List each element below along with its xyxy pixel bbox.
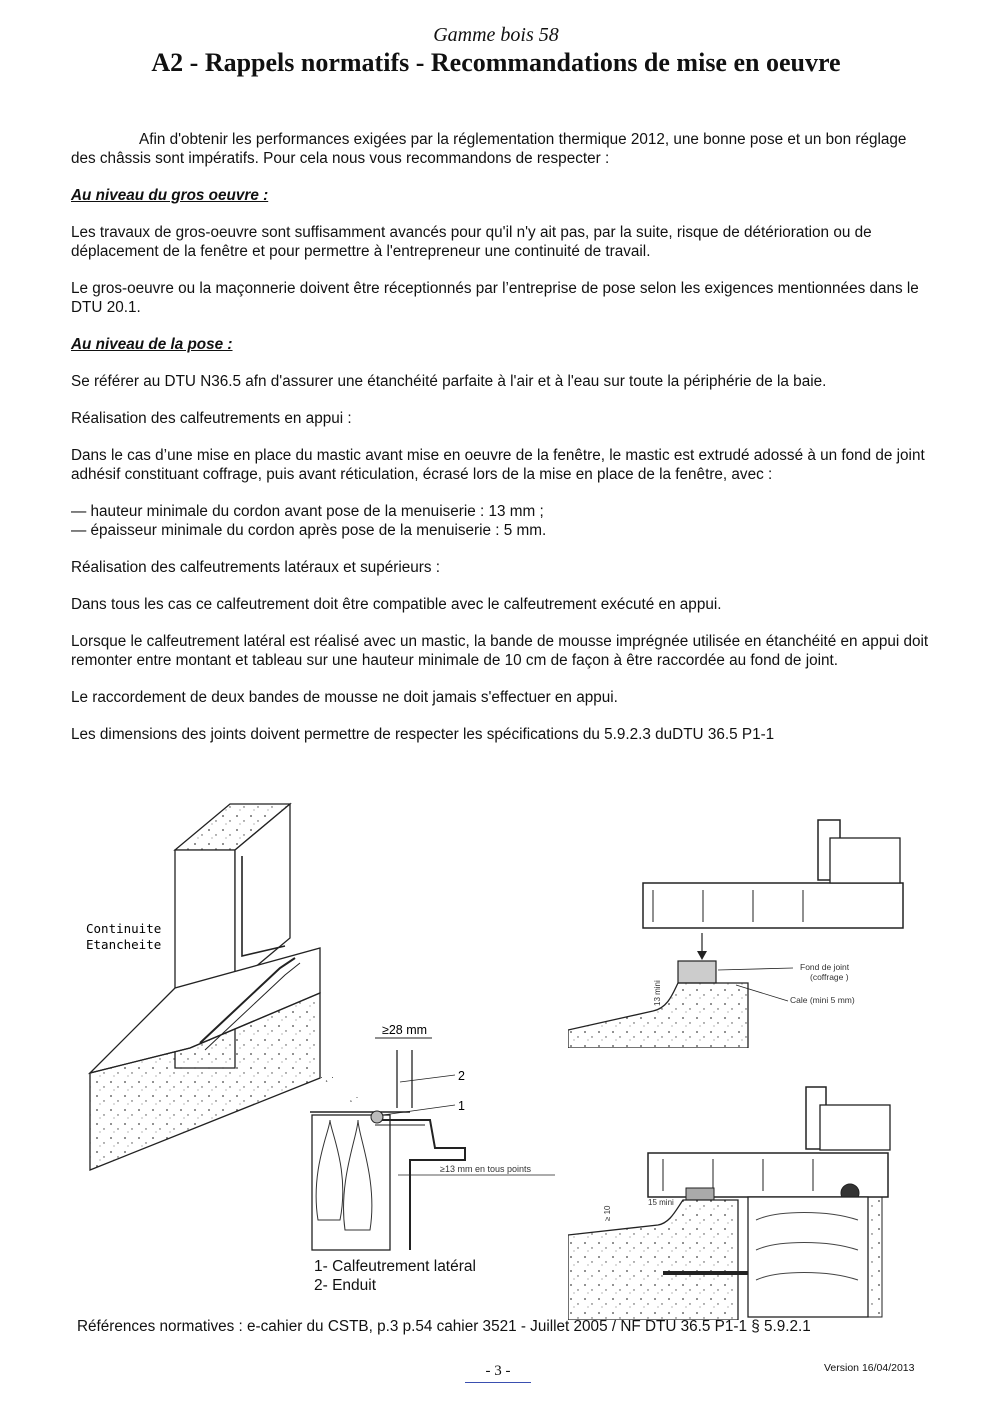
joint-section-figure xyxy=(300,1020,565,1252)
sill-top-dim: 13 mini xyxy=(653,980,662,1006)
figure-legend xyxy=(314,1257,476,1295)
paragraph: Réalisation des calfeutrements en appui : xyxy=(71,410,352,427)
section-heading-gros-oeuvre: Au niveau du gros oeuvre : xyxy=(71,187,269,204)
paragraph: Le gros-oeuvre ou la maçonnerie doivent être réceptionnés par l’entreprise de pose selon les exigences mentionnées dans le DTU 20.1. xyxy=(71,280,919,316)
iso-label-line2: Etancheite xyxy=(86,937,162,952)
paragraph: Les dimensions des joints doivent permettre de respecter les spécifications du 5.9.2.3 duDTU 36.5 P1-1 xyxy=(71,726,775,743)
sill-detail-bottom-figure xyxy=(568,1085,908,1320)
iso-label-line1: Continuite xyxy=(86,921,162,936)
paragraph: Réalisation des calfeutrements latéraux et supérieurs : xyxy=(71,559,441,576)
paragraph: Le raccordement de deux bandes de mousse ne doit jamais s'effectuer en appui. xyxy=(71,689,618,706)
paragraph: Lorsque le calfeutrement latéral est réalisé avec un mastic, la bande de mousse imprégnée utilisée en étanchéité en appui doit remonter entre montant et tableau sur une hauteur minimale de 10 cm de façon à être raccordée au fond de joint. xyxy=(71,633,929,669)
isometric-corner-figure xyxy=(80,798,330,1178)
page-title: A2 - Rappels normatifs - Recommandations de mise en oeuvre xyxy=(151,48,841,77)
sill-bottom-dim2: 15 mini xyxy=(648,1198,674,1207)
normative-references: Références normatives : e-cahier du CSTB, p.3 p.54 cahier 3521 - Juillet 2005 / NF DTU 36.5 P1-1 § 5.9.2.1 xyxy=(77,1318,811,1335)
section-callout-2: 2 xyxy=(458,1069,465,1083)
list-item: — hauteur minimale du cordon avant pose de la menuiserie : 13 mm ; xyxy=(71,503,544,520)
document-series: Gamme bois 58 xyxy=(433,24,559,46)
legend-item: 1- Calfeutrement latéral xyxy=(314,1258,476,1275)
svg-text:· ˛ ·: · ˛ · xyxy=(320,1072,334,1082)
sill-top-label2: (coffrage ) xyxy=(810,972,849,982)
paragraph: Se référer au DTU N36.5 afn d'assurer une étanchéité parfaite à l'air et à l'eau sur toute la périphérie de la baie. xyxy=(71,373,827,390)
intro-paragraph: Afin d'obtenir les performances exigées par la réglementation thermique 2012, une bonne pose et un bon réglage des châssis sont impératifs. Pour cela nous vous recommandons de respecter : xyxy=(71,131,907,167)
sill-top-label3: Cale (mini 5 mm) xyxy=(790,995,855,1005)
legend-item: 2- Enduit xyxy=(314,1277,377,1294)
sill-top-label1: Fond de joint xyxy=(800,962,850,972)
svg-text:˛ ·: ˛ · xyxy=(350,1092,359,1102)
section-dim-width: ≥28 mm xyxy=(382,1023,428,1037)
section-callout-1: 1 xyxy=(458,1099,465,1113)
section-heading-pose: Au niveau de la pose : xyxy=(71,336,233,353)
page-number: - 3 - xyxy=(465,1363,531,1383)
paragraph: Dans le cas d’une mise en place du mastic avant mise en oeuvre de la fenêtre, le mastic est extrudé adossé à un fond de joint adhésif constituant coffrage, puis avant réticulation, écrasé lors de la mise en place de la fenêtre, avec : xyxy=(71,447,925,483)
version-label: Version 16/04/2013 xyxy=(824,1362,915,1374)
list-item: — épaisseur minimale du cordon après pose de la menuiserie : 5 mm. xyxy=(71,522,547,539)
sill-bottom-dim1: ≥ 10 xyxy=(603,1205,612,1221)
paragraph: Les travaux de gros-oeuvre sont suffisamment avancés pour qu'il n'y ait pas, par la suite, risque de détérioration ou de déplacement de la fenêtre et pour permettre à l'entrepreneur une continuité de travail. xyxy=(71,224,872,260)
section-dim-depth: ≥13 mm en tous points xyxy=(440,1164,531,1174)
paragraph: Dans tous les cas ce calfeutrement doit être compatible avec le calfeutrement exécuté en appui. xyxy=(71,596,722,613)
sill-detail-top-figure xyxy=(568,818,908,1048)
body-text xyxy=(71,130,931,762)
